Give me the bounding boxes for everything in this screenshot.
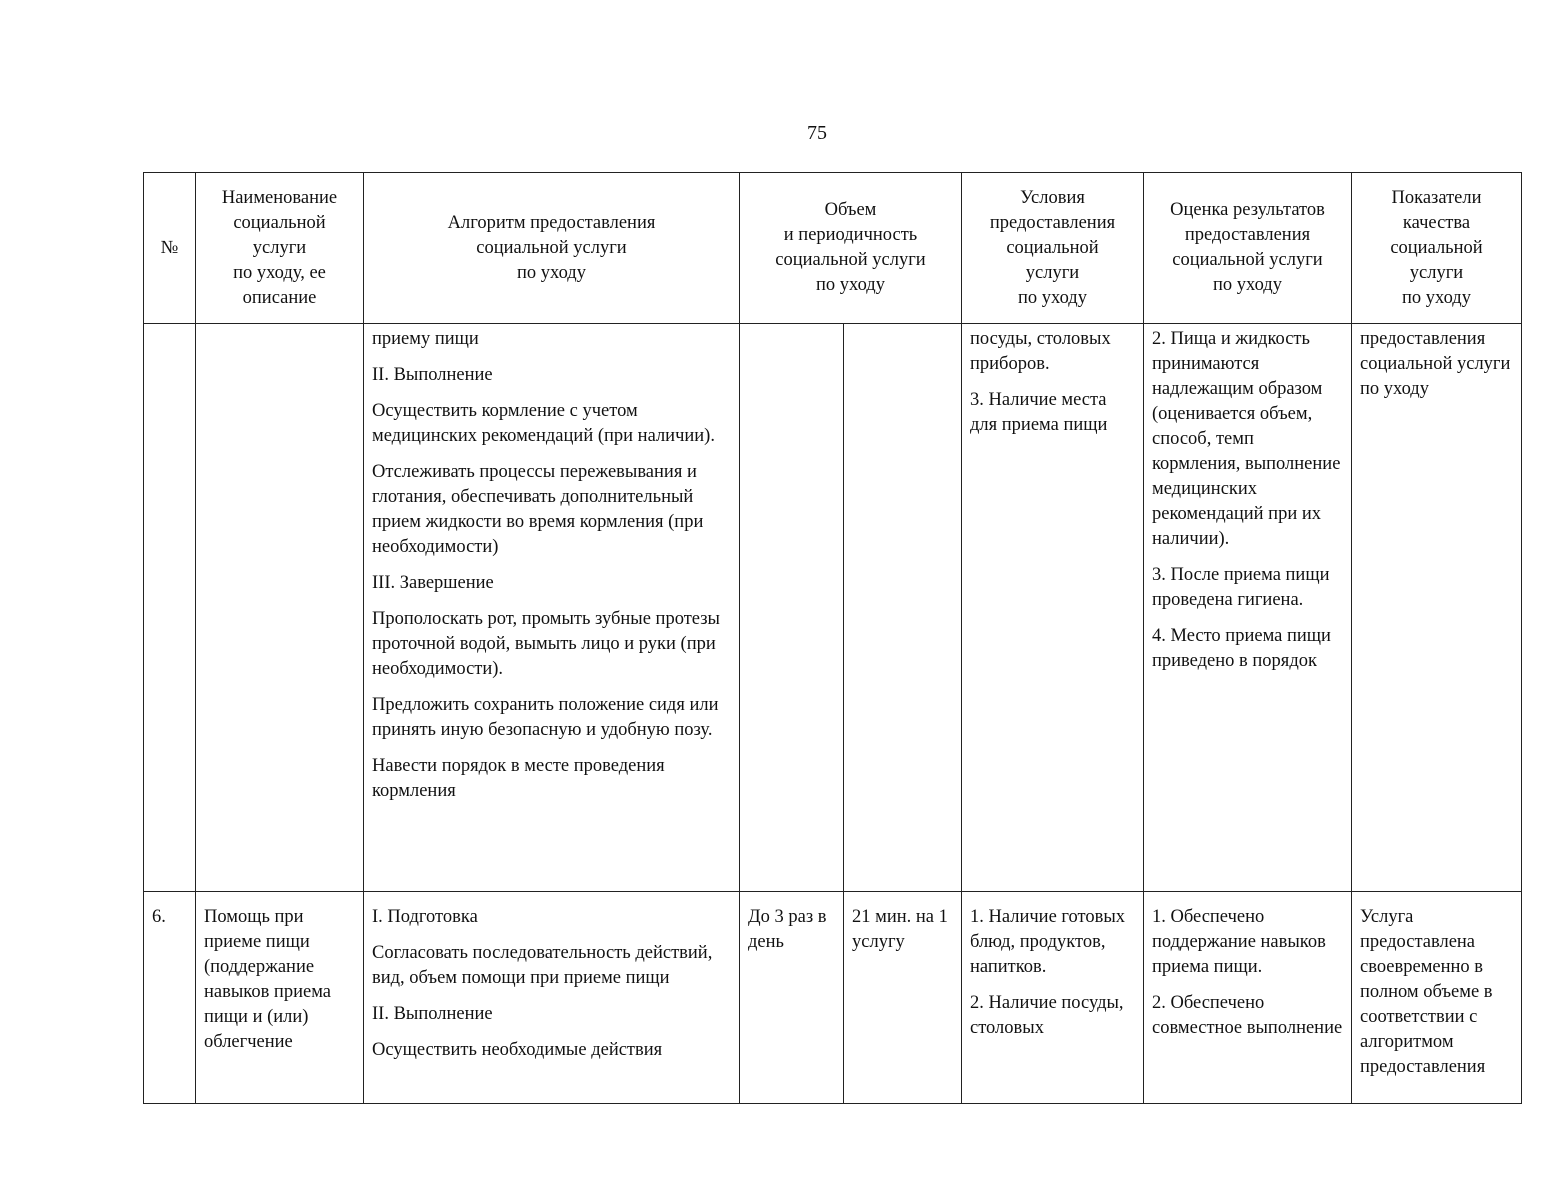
cell-paragraph: Предложить сохранить положение сидя или принять иную безопасную и удобную позу. xyxy=(372,695,719,740)
cell-conditions xyxy=(962,892,1144,1104)
header-line: социальной услуги xyxy=(775,250,926,270)
cell-paragraph: предоставления социальной услуги по уходу xyxy=(1360,329,1511,399)
header-line: по уходу xyxy=(1213,275,1282,295)
header-line: услуги xyxy=(252,237,307,258)
header-line: по уходу xyxy=(1402,287,1471,308)
cell-quality xyxy=(1352,892,1522,1104)
header-volume xyxy=(740,173,962,324)
header-line: Наименование xyxy=(221,187,338,208)
cell-paragraph: 21 мин. на 1 услугу xyxy=(852,907,948,952)
cell-paragraph: Навести порядок в месте проведения кормления xyxy=(372,756,665,801)
cell-frequency xyxy=(740,324,844,892)
header-line: социальной услуги xyxy=(476,237,627,258)
cell-duration xyxy=(844,892,962,1104)
cell-paragraph: 2. Обеспечено совместное выполнение xyxy=(1152,993,1343,1038)
header-conditions xyxy=(962,173,1144,324)
cell-paragraph: Прополоскать рот, промыть зубные протезы проточной водой, вымыть лицо и руки (при необходимости). xyxy=(372,609,720,679)
cell-paragraph: До 3 раз в день xyxy=(748,907,827,952)
cell-paragraph: 1. Наличие готовых блюд, продуктов, напитков. xyxy=(970,907,1126,977)
cell-algorithm xyxy=(364,324,740,892)
header-line: и периодичность xyxy=(783,225,918,245)
cell-paragraph: приему пищи xyxy=(372,329,479,349)
cell-evaluation xyxy=(1144,324,1352,892)
header-line: социальной xyxy=(233,212,326,233)
cell-paragraph: II. Выполнение xyxy=(372,1004,493,1024)
table-header-row xyxy=(144,173,1522,324)
header-line: услуги xyxy=(1409,262,1464,283)
header-line: услуги xyxy=(1025,262,1080,283)
header-algorithm xyxy=(364,173,740,324)
header-line: Оценка результатов xyxy=(1170,200,1325,220)
header-line: по уходу xyxy=(816,275,885,295)
header-evaluation xyxy=(1144,173,1352,324)
cell-name xyxy=(196,892,364,1104)
cell-paragraph: Помощь при приеме пищи (поддержание навыков приема пищи и (или) облегчение xyxy=(204,907,331,1052)
cell-paragraph: 2. Пища и жидкость принимаются надлежащим образом (оценивается объем, способ, темп кормления, выполнение медицинских рекомендаций при их наличии). xyxy=(1152,329,1341,549)
services-table xyxy=(143,172,1522,1104)
cell-frequency xyxy=(740,892,844,1104)
cell-paragraph: Осуществить необходимые действия xyxy=(372,1040,663,1060)
cell-quality xyxy=(1352,324,1522,892)
cell-evaluation xyxy=(1144,892,1352,1104)
header-line: описание xyxy=(242,287,317,308)
cell-paragraph: 1. Обеспечено поддержание навыков приема пищи. xyxy=(1152,907,1326,977)
header-line: по уходу xyxy=(1018,287,1087,308)
table-row xyxy=(144,892,1522,1104)
cell-paragraph: 3. Наличие места для приема пищи xyxy=(970,390,1108,435)
header-line: Алгоритм предоставления xyxy=(447,212,656,233)
cell-paragraph: 2. Наличие посуды, столовых xyxy=(970,993,1124,1038)
page-number: 75 xyxy=(807,122,827,144)
cell-name xyxy=(196,324,364,892)
cell-paragraph: I. Подготовка xyxy=(372,907,478,927)
cell-paragraph: Отслеживать процессы пережевывания и глотания, обеспечивать дополнительный прием жидкости во время кормления (при необходимости) xyxy=(372,462,704,557)
cell-paragraph: Услуга предоставлена своевременно в полном объеме в соответствии с алгоритмом предоставления xyxy=(1360,907,1493,1077)
cell-algorithm xyxy=(364,892,740,1104)
cell-num: 6. xyxy=(144,892,196,1104)
header-line: по уходу, ее xyxy=(233,262,326,283)
cell-paragraph: III. Завершение xyxy=(372,573,494,593)
cell-paragraph: Согласовать последовательность действий, вид, объем помощи при приеме пищи xyxy=(372,943,713,988)
header-line: социальной услуги xyxy=(1172,250,1323,270)
header-line: Показатели xyxy=(1391,187,1482,208)
cell-paragraph: Осуществить кормление с учетом медицинских рекомендаций (при наличии). xyxy=(372,401,715,446)
cell-paragraph: 4. Место приема пищи приведено в порядок xyxy=(1152,626,1331,671)
cell-conditions xyxy=(962,324,1144,892)
header-line: социальной xyxy=(1390,237,1483,258)
header-line: Условия xyxy=(1020,187,1085,208)
header-line: социальной xyxy=(1006,237,1099,258)
cell-duration xyxy=(844,324,962,892)
header-line: предоставления xyxy=(989,212,1116,233)
header-num: № xyxy=(144,173,196,324)
header-line: Объем xyxy=(824,200,877,220)
cell-paragraph: II. Выполнение xyxy=(372,365,493,385)
cell-paragraph: 3. После приема пищи проведена гигиена. xyxy=(1152,565,1330,610)
header-line: предоставления xyxy=(1184,225,1311,245)
header-line: по уходу xyxy=(517,262,586,283)
header-quality xyxy=(1352,173,1522,324)
header-name xyxy=(196,173,364,324)
header-line: качества xyxy=(1402,212,1471,233)
cell-paragraph: посуды, столовых приборов. xyxy=(970,329,1111,374)
cell-num xyxy=(144,324,196,892)
table-row xyxy=(144,324,1522,892)
